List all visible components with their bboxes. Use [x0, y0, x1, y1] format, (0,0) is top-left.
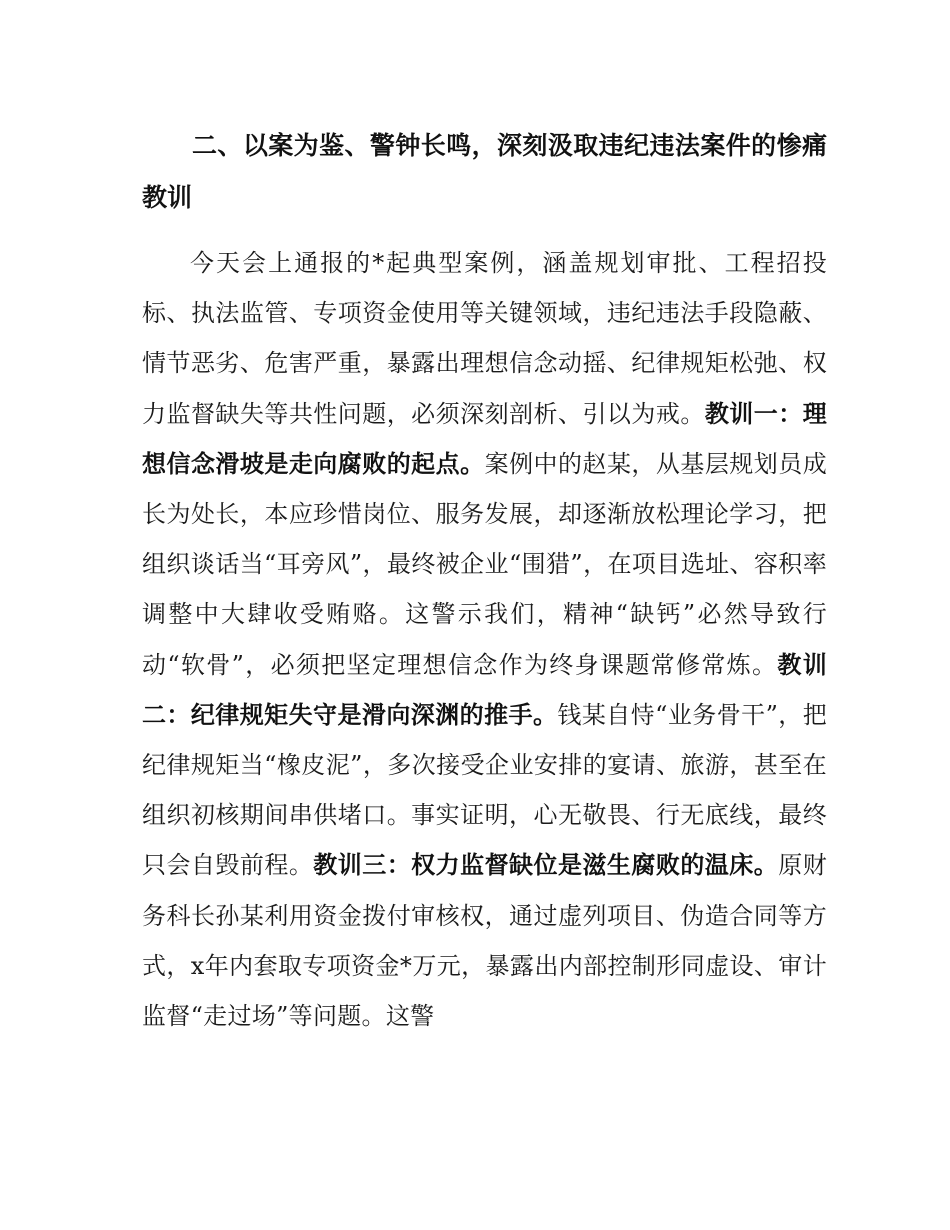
lesson-one-title: 教训一：理想信念滑坡是走向腐败的起点。: [142, 399, 827, 478]
lesson-one-body: 案例中的赵某，从基层规划员成长为处长，本应珍惜岗位、服务发展，却逐渐放松理论学习，把组织谈话当“耳旁风”，最终被企业“围猎”，在项目选址、容积率调整中大肆收受贿赂。这警示我们，精神“缺钙”必然导致行动“软骨”，必须把坚定理想信念作为终身课题常修常炼。: [142, 449, 828, 679]
lesson-two-title: 教训二：纪律规矩失守是滑向深渊的推手。: [142, 650, 827, 729]
lesson-three-body: 原财务科长孙某利用资金拨付审核权，通过虚列项目、伪造合同等方式，x年内套取专项资金*万元，暴露出内部控制形同虚设、审计监督“走过场”等问题。这警: [142, 851, 827, 1031]
lesson-two-body: 钱某自恃“业务骨干”，把纪律规矩当“橡皮泥”，多次接受企业安排的宴请、旅游，甚至在组织初核期间串供堵口。事实证明，心无敬畏、行无底线，最终只会自毁前程。: [142, 700, 828, 880]
paragraph-intro: 今天会上通报的*起典型案例，涵盖规划审批、工程招投标、执法监管、专项资金使用等关键领域，违纪违法手段隐蔽、情节恶劣、危害严重，暴露出理想信念动摇、纪律规矩松弛、权力监督缺失等共性问题，必须深刻剖析、引以为戒。: [142, 249, 827, 428]
body-paragraph: [142, 238, 827, 1041]
lesson-three-title: 教训三：权力监督缺位是滋生腐败的温床。: [313, 851, 779, 880]
section-heading: 二、以案为鉴、警钟长鸣，深刻汲取违纪违法案件的惨痛教训: [142, 131, 827, 212]
